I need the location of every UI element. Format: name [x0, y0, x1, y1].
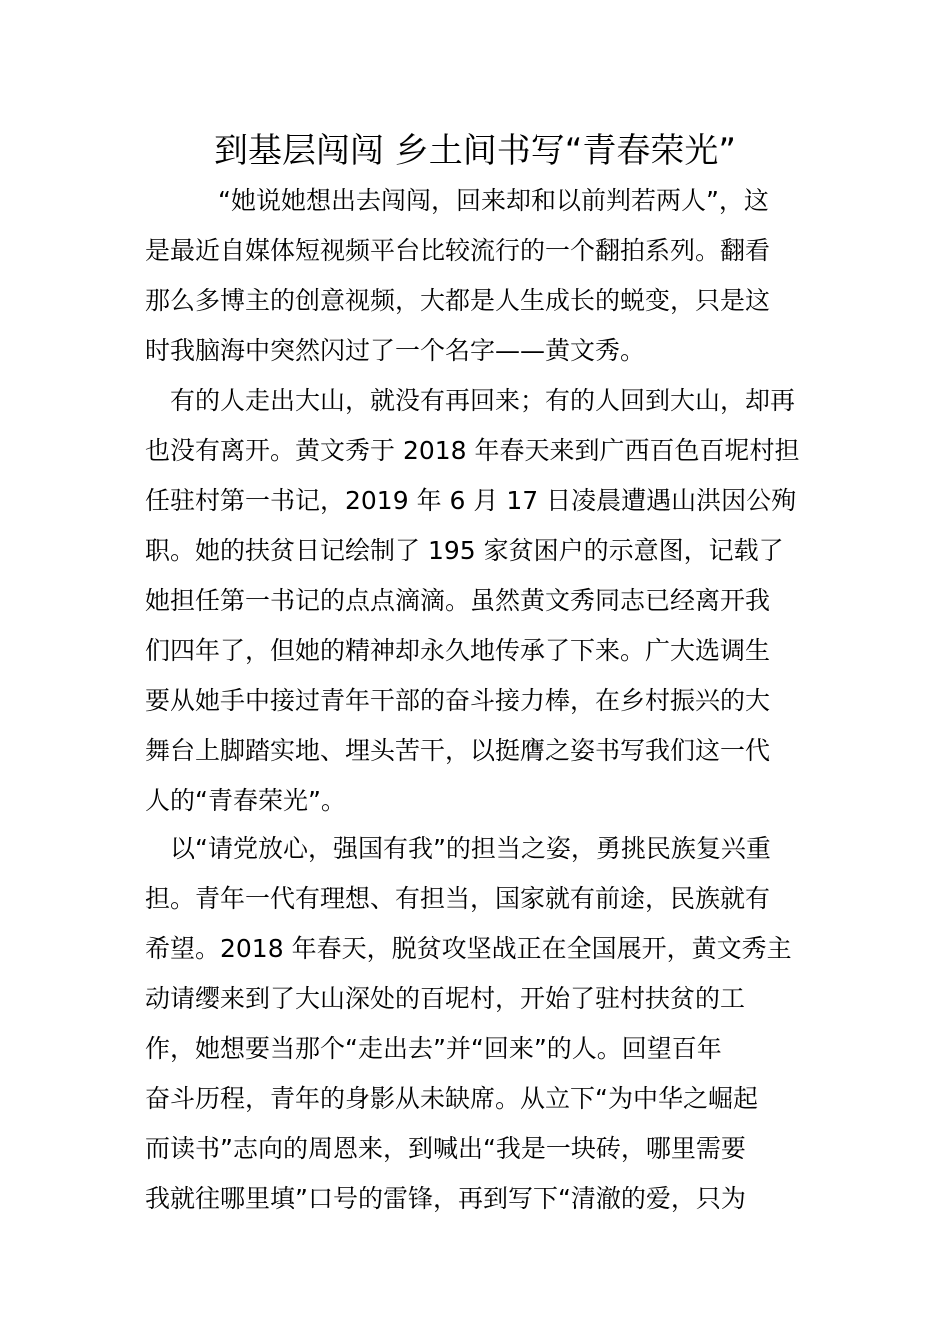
text-line: 要从她手中接过青年干部的奋斗接力棒，在乡村振兴的大 — [145, 686, 771, 715]
text-line: 是最近自媒体短视频平台比较流行的一个翻拍系列。翻看 — [145, 236, 771, 265]
text-line: 们四年了，但她的精神却永久地传承了下来。广大选调生 — [145, 636, 771, 665]
text-line: 而读书”志向的周恩来，到喊出“我是一块砖，哪里需要 — [145, 1134, 746, 1163]
text-line: 作，她想要当那个“走出去”并“回来”的人。回望百年 — [145, 1034, 722, 1063]
text-line: 时我脑海中突然闪过了一个名字——黄文秀。 — [145, 336, 646, 365]
text-line: 职。她的扶贫日记绘制了 195 家贫困户的示意图，记载了 — [145, 536, 784, 565]
text-line: 她担任第一书记的点点滴滴。虽然黄文秀同志已经离开我 — [145, 586, 771, 615]
text-line: 以“请党放心，强国有我”的担当之姿，勇挑民族复兴重 — [170, 834, 771, 863]
text-line: 也没有离开。黄文秀于 2018 年春天来到广西百色百坭村担 — [145, 436, 800, 465]
text-line: 希望。2018 年春天，脱贫攻坚战正在全国展开，黄文秀主 — [145, 934, 792, 963]
document-title: 到基层闯闯 乡土间书写“青春荣光” — [213, 131, 737, 171]
text-line: “她说她想出去闯闯，回来却和以前判若两人”，这 — [218, 186, 769, 215]
text-line: 舞台上脚踏实地、埋头苦干，以挺膺之姿书写我们这一代 — [145, 736, 771, 765]
text-line: 那么多博主的创意视频，大都是人生成长的蜕变，只是这 — [145, 286, 771, 315]
text-line: 担。青年一代有理想、有担当，国家就有前途，民族就有 — [145, 884, 771, 913]
text-line: 我就往哪里填”口号的雷锋，再到写下“清澈的爱，只为 — [145, 1184, 746, 1213]
text-line: 有的人走出大山，就没有再回来；有的人回到大山，却再 — [170, 386, 796, 415]
text-line: 人的“青春荣光”。 — [145, 786, 346, 815]
text-line: 任驻村第一书记，2019 年 6 月 17 日凌晨遭遇山洪因公殉 — [145, 486, 797, 515]
text-line: 动请缨来到了大山深处的百坭村，开始了驻村扶贫的工 — [145, 984, 746, 1013]
text-line: 奋斗历程，青年的身影从未缺席。从立下“为中华之崛起 — [145, 1084, 758, 1113]
